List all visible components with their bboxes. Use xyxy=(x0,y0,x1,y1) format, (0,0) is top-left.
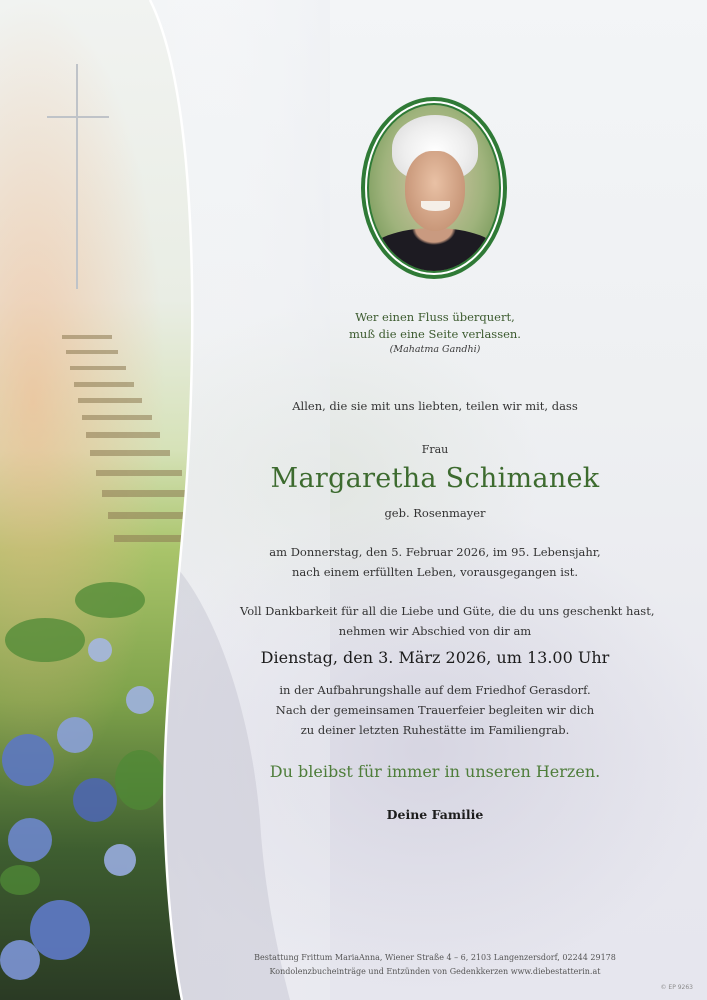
farewell-text xyxy=(240,601,655,641)
farewell-line-1: Voll Dankbarkeit für all die Liebe und Güte, die du uns geschenkt hast, xyxy=(240,604,655,618)
signature: Deine Familie xyxy=(386,807,484,822)
ceremony-line-1: in der Aufbahrungshalle auf dem Friedhof Gerasdorf. xyxy=(279,683,591,697)
portrait-photo-frame xyxy=(361,97,507,279)
ceremony-details xyxy=(240,680,630,740)
quote-line-1: Wer einen Fluss überquert, xyxy=(355,310,515,324)
quote-line-2: muß die eine Seite verlassen. xyxy=(349,327,521,341)
product-code: © EP 9263 xyxy=(660,984,693,991)
footer-line-2: Kondolenzbucheinträge und Entzünden von Gedenkkerzen www.diebestatterin.at xyxy=(269,967,601,976)
background-garden-image xyxy=(0,0,330,1000)
footer-line-1: Bestattung Frittum MariaAnna, Wiener Straße 4 – 6, 2103 Langenzersdorf, 02244 29178 xyxy=(254,953,616,962)
death-details xyxy=(240,542,630,582)
death-line-1: am Donnerstag, den 5. Februar 2026, im 95. Lebensjahr, xyxy=(269,545,601,559)
ceremony-datetime: Dienstag, den 3. März 2026, um 13.00 Uhr xyxy=(260,648,610,667)
portrait-photo xyxy=(369,105,499,271)
footer xyxy=(230,951,640,979)
deceased-name: Margaretha Schimanek xyxy=(270,463,600,494)
death-line-2: nach einem erfüllten Leben, vorausgegangen ist. xyxy=(291,565,579,579)
closing-line: Du bleibst für immer in unseren Herzen. xyxy=(269,762,601,781)
cross-icon xyxy=(47,64,109,289)
ceremony-line-2: Nach der gemeinsamen Trauerfeier begleiten wir dich xyxy=(275,703,595,717)
intro-text: Allen, die sie mit uns liebten, teilen wir mit, dass xyxy=(292,399,578,413)
quote xyxy=(240,309,630,343)
maiden-name: geb. Rosenmayer xyxy=(384,506,486,520)
ceremony-line-3: zu deiner letzten Ruhestätte im Familiengrab. xyxy=(300,723,570,737)
farewell-line-2: nehmen wir Abschied von dir am xyxy=(338,624,532,638)
salutation: Frau xyxy=(421,443,449,456)
quote-author: (Mahatma Gandhi) xyxy=(389,344,481,355)
